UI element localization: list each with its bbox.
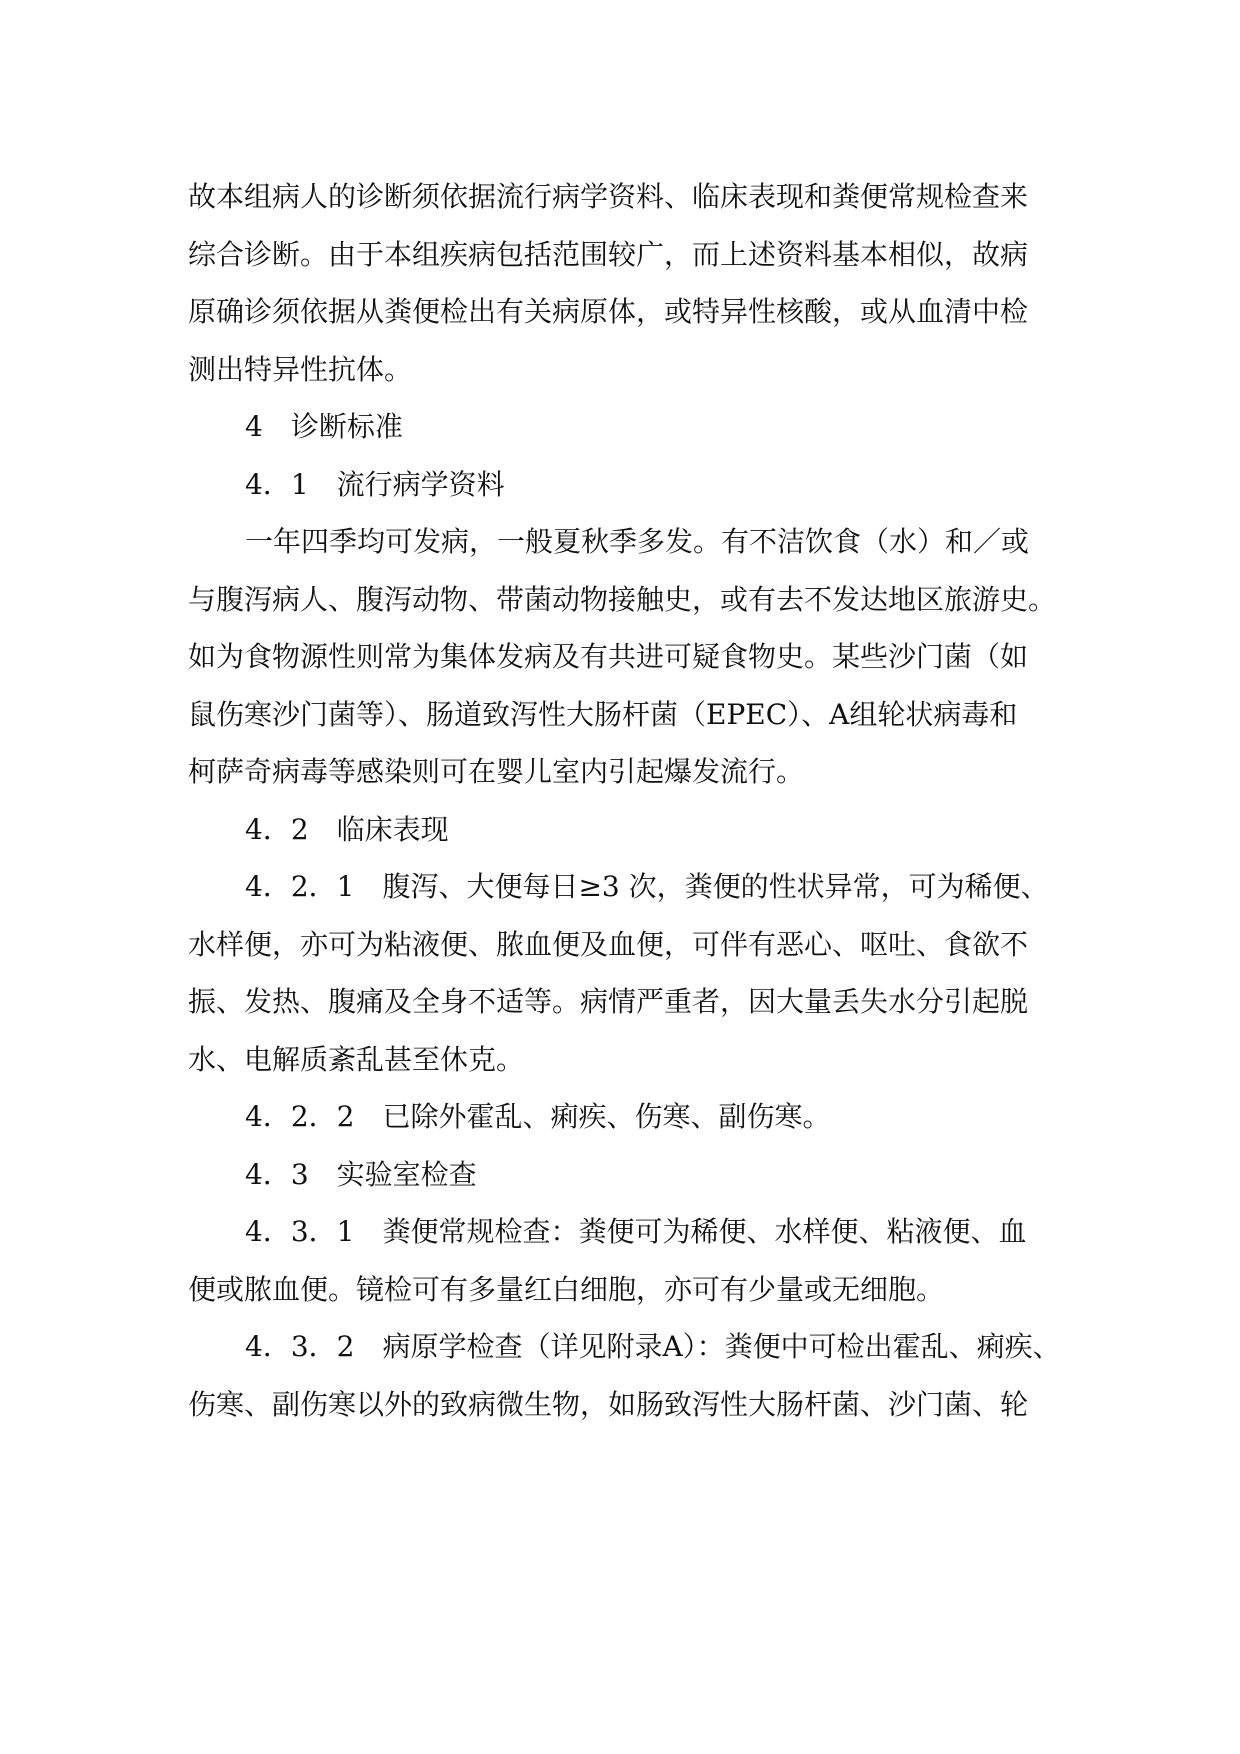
text-line: 与腹泻病人、腹泻动物、带菌动物接触史，或有去不发达地区旅游史。 xyxy=(188,582,1057,616)
text-line: 如为食物源性则常为集体发病及有共进可疑食物史。某些沙门菌（如 xyxy=(188,640,1029,673)
section-heading-4-2 xyxy=(188,801,1054,859)
text-line: 4．3．1 粪便常规检查：粪便可为稀便、水样便、粘液便、血 xyxy=(245,1215,1027,1248)
paragraph-4-2-2 xyxy=(188,1088,1054,1146)
section-heading-4 xyxy=(188,398,1054,456)
text-line: 综合诊断。由于本组疾病包括范围较广，而上述资料基本相似，故病 xyxy=(188,237,1029,271)
heading-title: 实验室检查 xyxy=(336,1157,477,1191)
heading-title: 临床表现 xyxy=(336,812,449,846)
text-line: 原确诊须依据从粪便检出有关病原体，或特异性核酸，或从血清中检 xyxy=(188,295,1029,328)
text-line: 4．2．2 已除外霍乱、痢疾、伤寒、副伤寒。 xyxy=(245,1100,831,1133)
text-line: 柯萨奇病毒等感染则可在婴儿室内引起爆发流行。 xyxy=(188,755,805,788)
section-heading-4-3 xyxy=(188,1146,1054,1204)
text-line: 水样便，亦可为粘液便、脓血便及血便，可伴有恶心、呕吐、食欲不 xyxy=(188,927,1029,961)
text-line: 一年四季均可发病，一般夏秋季多发。有不洁饮食（水）和／或 xyxy=(245,525,1030,558)
text-line: 伤寒、副伤寒以外的致病微生物，如肠致泻性大肠杆菌、沙门菌、轮 xyxy=(188,1387,1029,1421)
document-page xyxy=(188,168,1061,1433)
paragraph-4-3-2 xyxy=(188,1318,1061,1433)
section-heading-4-1 xyxy=(188,456,1054,514)
paragraph-4-3-1 xyxy=(188,1203,1054,1318)
text-line: 水、电解质紊乱甚至休克。 xyxy=(188,1042,525,1076)
text-line: 4．3．2 病原学检查（详见附录A）：粪便中可检出霍乱、痢疾、 xyxy=(245,1330,1061,1363)
text-line: 振、发热、腹痛及全身不适等。病情严重者，因大量丢失水分引起脱 xyxy=(188,985,1029,1018)
text-line: 故本组病人的诊断须依据流行病学资料、临床表现和粪便常规检查来 xyxy=(188,180,1029,213)
text-line: 便或脓血便。镜检可有多量红白细胞，亦可有少量或无细胞。 xyxy=(188,1272,945,1306)
paragraph-diagnosis-basis xyxy=(188,168,1054,398)
heading-number: 4．2 xyxy=(245,812,309,846)
text-line: 测出特异性抗体。 xyxy=(188,352,413,386)
text-line: 4．2．1 腹泻、大便每日≥3 次，粪便的性状异常，可为稀便、 xyxy=(245,870,1049,903)
heading-title: 诊断标准 xyxy=(290,410,403,443)
paragraph-epidemiology xyxy=(188,513,1057,801)
heading-title: 流行病学资料 xyxy=(336,467,505,501)
heading-number: 4．3 xyxy=(245,1157,309,1191)
paragraph-4-2-1 xyxy=(188,858,1054,1088)
text-line: 鼠伤寒沙门菌等）、肠道致泻性大肠杆菌（EPEC）、A组轮状病毒和 xyxy=(188,697,1018,731)
heading-number: 4 xyxy=(245,410,263,443)
heading-number: 4．1 xyxy=(245,467,309,501)
